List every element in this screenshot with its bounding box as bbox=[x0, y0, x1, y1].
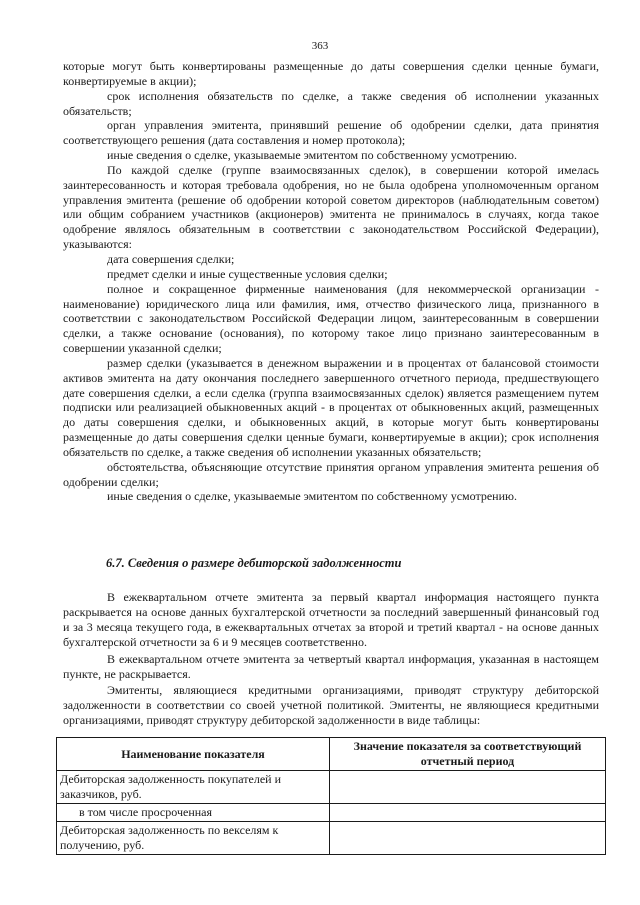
paragraph: дата совершения сделки; bbox=[107, 251, 235, 266]
table-cell-indicator: в том числе просроченная bbox=[57, 804, 330, 822]
section-paragraph: В ежеквартальном отчете эмитента за первый квартал информация настоящего пункта раскрывается на основе данных бухгалтерской отчетности за последний завершенный финансовый год и за 3 месяца текущего года, в ежеквартальных отчетах за второй и третий квартал - на основе данных бухгалтерской отчетности за 6 и 9 месяцев соответственно. bbox=[63, 590, 599, 649]
body-text bbox=[63, 59, 599, 504]
paragraph: По каждой сделке (группе взаимосвязанных сделок), в совершении которой имелась заинтересованность и которая требовала одобрения, но не была одобрена уполномоченным органом управления эмитента (решение об одобрении которой советом директоров (наблюдательным советом) или общим собранием участников (акционеров) эмитента не принималось в случаях, когда такое одобрение являлось обязательным в соответствии с законодательством Российской Федерации), указываются: bbox=[63, 162, 599, 252]
paragraph: полное и сокращенное фирменные наименования (для некоммерческой организации - наименование) юридического лица или фамилия, имя, отчество физического лица, признанного в соответствии с законодательством Российской Федерации лицом, заинтересованным в совершении сделки, а также основание (основания), по которому такое лицо признано заинтересованным в совершении указанной сделки; bbox=[63, 281, 599, 356]
section-text bbox=[63, 590, 599, 729]
paragraph: которые могут быть конвертированы размещенные до даты совершения сделки ценные бумаги, конвертируемые в акции); bbox=[63, 59, 599, 88]
paragraph: срок исполнения обязательств по сделке, а также сведения об исполнении указанных обязательств; bbox=[63, 88, 599, 118]
paragraph: размер сделки (указывается в денежном выражении и в процентах от балансовой стоимости активов эмитента на дату окончания последнего завершенного отчетного периода, предшествующего дате совершения сделки, а если сделка (группа взаимосвязанных сделок) является размещением путем подписки или реализацией обыкновенных акций - в процентах от обыкновенных акций, размещенных до даты совершения сделки, и обыкновенных акций, в которые могут быть конвертированы размещенные до даты совершения сделки ценные бумаги, конвертируемые в акции); срок исполнения обязательств по сделке, а также сведения об исполнении указанных обязательств; bbox=[63, 355, 599, 459]
section-paragraph: В ежеквартальном отчете эмитента за четвертый квартал информация, указанная в настоящем пункте, не раскрывается. bbox=[63, 651, 599, 681]
table-cell-value bbox=[330, 771, 606, 804]
section-title: 6.7. Сведения о размере дебиторской задолженности bbox=[106, 556, 402, 570]
paragraph: иные сведения о сделке, указываемые эмитентом по собственному усмотрению. bbox=[107, 489, 517, 504]
paragraph: иные сведения о сделке, указываемые эмитентом по собственному усмотрению. bbox=[107, 148, 517, 163]
paragraph: орган управления эмитента, принявший решение об одобрении сделки, дата принятия соответствующего решения (дата составления и номер протокола); bbox=[63, 118, 599, 148]
table-row bbox=[57, 822, 606, 855]
table-row bbox=[57, 771, 606, 804]
table-cell-value bbox=[330, 804, 606, 822]
table-header-row bbox=[57, 738, 606, 771]
table-cell-indicator: Дебиторская задолженность покупателей и заказчиков, руб. bbox=[57, 771, 330, 804]
section-paragraph: Эмитенты, являющиеся кредитными организациями, приводят структуру дебиторской задолженности в соответствии со своей учетной политикой. Эмитенты, не являющиеся кредитными организациями, приводят структуру дебиторской задолженности в виде таблицы: bbox=[63, 683, 599, 728]
page-number: 363 bbox=[311, 40, 329, 52]
paragraph: предмет сделки и иные существенные условия сделки; bbox=[107, 266, 388, 281]
column-header-indicator: Наименование показателя bbox=[57, 738, 330, 771]
paragraph: обстоятельства, объясняющие отсутствие принятия органом управления эмитента решения об одобрении сделки; bbox=[63, 459, 599, 489]
receivables-table bbox=[56, 737, 606, 855]
table-cell-value bbox=[330, 822, 606, 855]
column-header-value: Значение показателя за соответствующий отчетный период bbox=[330, 738, 606, 771]
table-cell-indicator: Дебиторская задолженность по векселям к получению, руб. bbox=[57, 822, 330, 855]
table-row bbox=[57, 804, 606, 822]
